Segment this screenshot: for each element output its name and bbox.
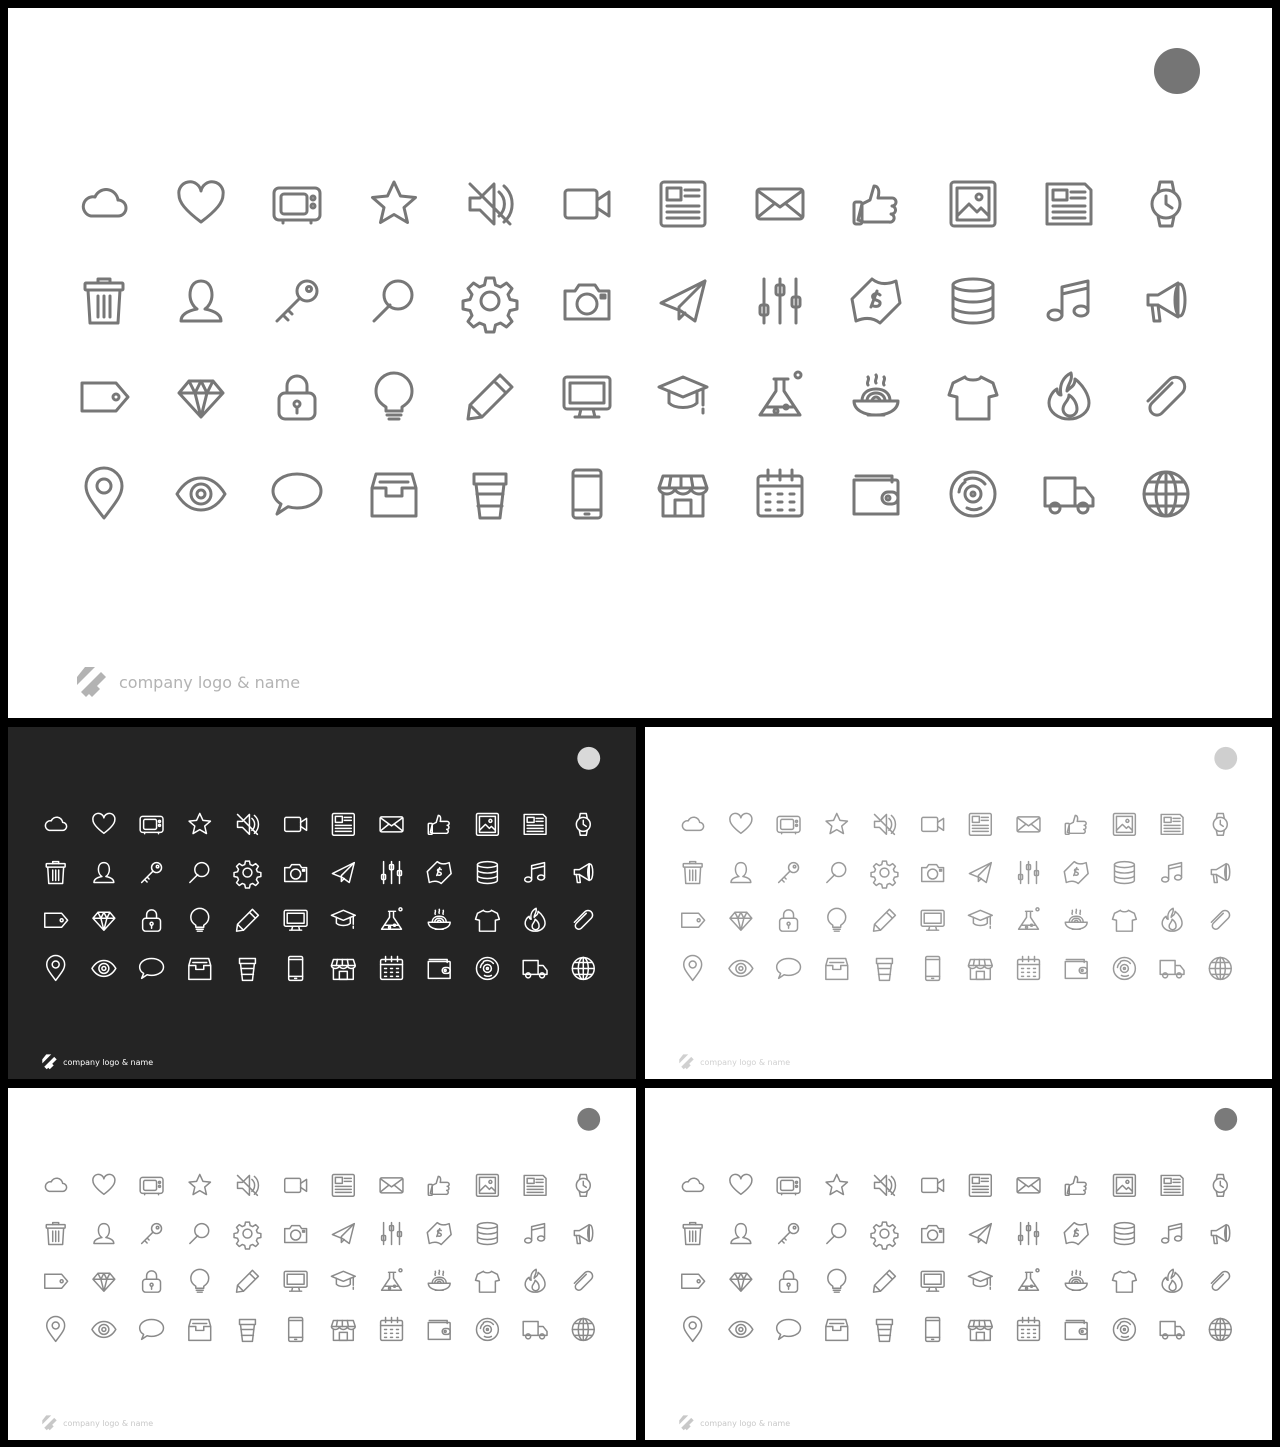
slide-dot-indicator	[1214, 1108, 1237, 1131]
trash-icon	[679, 1219, 707, 1247]
delivery-truck-icon	[1158, 1315, 1186, 1343]
pencil-icon	[871, 1267, 899, 1295]
footer-brand	[677, 1414, 790, 1432]
camera-icon	[281, 858, 309, 886]
key-icon	[138, 858, 166, 886]
stacked-stripes-logo-icon	[73, 664, 109, 700]
slide-preview-light-medium-2[interactable]	[645, 1088, 1272, 1440]
globe-icon	[1206, 1315, 1234, 1343]
star-icon	[823, 810, 851, 838]
mute-speaker-icon	[234, 1171, 262, 1199]
lock-icon	[138, 1267, 166, 1295]
diamond-icon	[727, 906, 755, 934]
user-icon	[727, 1219, 755, 1247]
tv-icon	[138, 1171, 166, 1199]
envelope-icon	[377, 810, 405, 838]
picture-icon	[945, 176, 1001, 232]
coffee-cup-icon	[871, 954, 899, 982]
document-icon	[521, 810, 549, 838]
noodle-bowl-icon	[425, 906, 453, 934]
gear-icon	[871, 858, 899, 886]
user-icon	[173, 273, 229, 329]
monitor-icon	[281, 1267, 309, 1295]
sliders-icon	[377, 1219, 405, 1247]
newspaper-icon	[329, 1171, 357, 1199]
heart-icon	[727, 810, 755, 838]
wallet-icon	[1062, 954, 1090, 982]
database-icon	[945, 273, 1001, 329]
lightbulb-icon	[186, 1267, 214, 1295]
document-icon	[1158, 1171, 1186, 1199]
money-icon	[1062, 1219, 1090, 1247]
stacked-stripes-logo-icon	[40, 1414, 58, 1432]
footer-brand	[677, 1053, 790, 1071]
icon-grid	[42, 1171, 602, 1350]
database-icon	[1110, 1219, 1138, 1247]
tag-icon	[679, 1267, 707, 1295]
diamond-icon	[90, 1267, 118, 1295]
globe-icon	[1206, 954, 1234, 982]
coffee-cup-icon	[234, 1315, 262, 1343]
camera-icon	[918, 858, 946, 886]
tv-icon	[269, 176, 325, 232]
video-camera-icon	[918, 1171, 946, 1199]
picture-icon	[1110, 1171, 1138, 1199]
storefront-icon	[329, 1315, 357, 1343]
sliders-icon	[1014, 1219, 1042, 1247]
cloud-icon	[42, 1171, 70, 1199]
mute-speaker-icon	[462, 176, 518, 232]
key-icon	[138, 1219, 166, 1247]
database-icon	[1110, 858, 1138, 886]
pencil-icon	[871, 906, 899, 934]
newspaper-icon	[966, 1171, 994, 1199]
eye-icon	[173, 466, 229, 522]
storefront-icon	[655, 466, 711, 522]
paperclip-icon	[1206, 1267, 1234, 1295]
stacked-stripes-logo-icon	[40, 1053, 58, 1071]
speech-bubble-icon	[138, 1315, 166, 1343]
star-icon	[186, 1171, 214, 1199]
money-icon	[425, 858, 453, 886]
delivery-truck-icon	[1041, 466, 1097, 522]
star-icon	[366, 176, 422, 232]
thumbs-up-icon	[1062, 1171, 1090, 1199]
slide-preview-light-medium[interactable]	[8, 1088, 636, 1440]
megaphone-icon	[569, 1219, 597, 1247]
smartphone-icon	[918, 954, 946, 982]
key-icon	[269, 273, 325, 329]
slide-dot-indicator	[1214, 747, 1237, 770]
envelope-icon	[1014, 1171, 1042, 1199]
megaphone-icon	[569, 858, 597, 886]
wallet-icon	[1062, 1315, 1090, 1343]
newspaper-icon	[966, 810, 994, 838]
envelope-icon	[377, 1171, 405, 1199]
picture-icon	[473, 810, 501, 838]
noodle-bowl-icon	[1062, 906, 1090, 934]
money-icon	[1062, 858, 1090, 886]
storefront-icon	[966, 954, 994, 982]
noodle-bowl-icon	[425, 1267, 453, 1295]
flask-icon	[377, 906, 405, 934]
paper-plane-icon	[966, 858, 994, 886]
storefront-icon	[966, 1315, 994, 1343]
calendar-icon	[1014, 1315, 1042, 1343]
cloud-icon	[76, 176, 132, 232]
key-icon	[775, 1219, 803, 1247]
mute-speaker-icon	[871, 810, 899, 838]
music-note-icon	[1158, 858, 1186, 886]
speech-bubble-icon	[775, 1315, 803, 1343]
brand-text: company logo & name	[700, 1418, 791, 1428]
lightbulb-icon	[186, 906, 214, 934]
newspaper-icon	[655, 176, 711, 232]
vinyl-disc-icon	[1110, 954, 1138, 982]
watch-icon	[569, 1171, 597, 1199]
t-shirt-icon	[1110, 1267, 1138, 1295]
search-icon	[823, 858, 851, 886]
mute-speaker-icon	[234, 810, 262, 838]
music-note-icon	[521, 858, 549, 886]
paperclip-icon	[1138, 369, 1194, 425]
watch-icon	[1206, 810, 1234, 838]
t-shirt-icon	[1110, 906, 1138, 934]
document-icon	[521, 1171, 549, 1199]
inbox-tray-icon	[823, 954, 851, 982]
paper-plane-icon	[966, 1219, 994, 1247]
delivery-truck-icon	[521, 954, 549, 982]
paper-plane-icon	[329, 858, 357, 886]
icon-grid	[679, 810, 1239, 989]
video-camera-icon	[918, 810, 946, 838]
lightbulb-icon	[823, 906, 851, 934]
stacked-stripes-logo-icon	[677, 1053, 695, 1071]
inbox-tray-icon	[366, 466, 422, 522]
database-icon	[473, 858, 501, 886]
thumbs-up-icon	[425, 810, 453, 838]
thumbs-up-icon	[425, 1171, 453, 1199]
slide-dot-indicator	[577, 747, 600, 770]
star-icon	[186, 810, 214, 838]
search-icon	[823, 1219, 851, 1247]
coffee-cup-icon	[462, 466, 518, 522]
storefront-icon	[329, 954, 357, 982]
newspaper-icon	[329, 810, 357, 838]
icon-grid	[679, 1171, 1239, 1350]
slide-preview-main[interactable]	[8, 8, 1272, 718]
graduation-cap-icon	[329, 1267, 357, 1295]
camera-icon	[559, 273, 615, 329]
document-icon	[1041, 176, 1097, 232]
tag-icon	[42, 906, 70, 934]
search-icon	[186, 858, 214, 886]
cloud-icon	[679, 1171, 707, 1199]
lightbulb-icon	[823, 1267, 851, 1295]
calendar-icon	[377, 1315, 405, 1343]
graduation-cap-icon	[655, 369, 711, 425]
t-shirt-icon	[945, 369, 1001, 425]
noodle-bowl-icon	[848, 369, 904, 425]
lock-icon	[269, 369, 325, 425]
flask-icon	[752, 369, 808, 425]
gear-icon	[234, 1219, 262, 1247]
pencil-icon	[234, 1267, 262, 1295]
database-icon	[473, 1219, 501, 1247]
map-pin-icon	[679, 954, 707, 982]
calendar-icon	[377, 954, 405, 982]
diamond-icon	[727, 1267, 755, 1295]
trash-icon	[42, 858, 70, 886]
paperclip-icon	[569, 906, 597, 934]
globe-icon	[569, 954, 597, 982]
paperclip-icon	[1206, 906, 1234, 934]
video-camera-icon	[281, 810, 309, 838]
money-icon	[425, 1219, 453, 1247]
stacked-stripes-logo-icon	[677, 1414, 695, 1432]
mute-speaker-icon	[871, 1171, 899, 1199]
slide-dot-indicator	[1154, 48, 1200, 94]
graduation-cap-icon	[329, 906, 357, 934]
user-icon	[90, 1219, 118, 1247]
star-icon	[823, 1171, 851, 1199]
monitor-icon	[559, 369, 615, 425]
pencil-icon	[234, 906, 262, 934]
picture-icon	[473, 1171, 501, 1199]
map-pin-icon	[679, 1315, 707, 1343]
wallet-icon	[425, 1315, 453, 1343]
coffee-cup-icon	[234, 954, 262, 982]
music-note-icon	[521, 1219, 549, 1247]
gear-icon	[462, 273, 518, 329]
slide-preview-dark[interactable]	[8, 727, 636, 1079]
fire-icon	[521, 1267, 549, 1295]
eye-icon	[90, 954, 118, 982]
monitor-icon	[918, 906, 946, 934]
music-note-icon	[1158, 1219, 1186, 1247]
footer-brand	[40, 1053, 153, 1071]
thumbs-up-icon	[1062, 810, 1090, 838]
calendar-icon	[1014, 954, 1042, 982]
fire-icon	[1158, 1267, 1186, 1295]
inbox-tray-icon	[823, 1315, 851, 1343]
video-camera-icon	[559, 176, 615, 232]
globe-icon	[569, 1315, 597, 1343]
vinyl-disc-icon	[1110, 1315, 1138, 1343]
flask-icon	[1014, 906, 1042, 934]
inbox-tray-icon	[186, 954, 214, 982]
eye-icon	[727, 954, 755, 982]
video-camera-icon	[281, 1171, 309, 1199]
key-icon	[775, 858, 803, 886]
heart-icon	[173, 176, 229, 232]
eye-icon	[90, 1315, 118, 1343]
brand-text: company logo & name	[63, 1057, 154, 1067]
graduation-cap-icon	[966, 1267, 994, 1295]
lightbulb-icon	[366, 369, 422, 425]
paper-plane-icon	[655, 273, 711, 329]
search-icon	[186, 1219, 214, 1247]
trash-icon	[679, 858, 707, 886]
tv-icon	[775, 1171, 803, 1199]
watch-icon	[569, 810, 597, 838]
search-icon	[366, 273, 422, 329]
gear-icon	[871, 1219, 899, 1247]
watch-icon	[1206, 1171, 1234, 1199]
cloud-icon	[42, 810, 70, 838]
envelope-icon	[752, 176, 808, 232]
lock-icon	[775, 906, 803, 934]
vinyl-disc-icon	[945, 466, 1001, 522]
user-icon	[90, 858, 118, 886]
slide-preview-light-grey[interactable]	[645, 727, 1272, 1079]
t-shirt-icon	[473, 906, 501, 934]
monitor-icon	[918, 1267, 946, 1295]
heart-icon	[90, 810, 118, 838]
icon-grid	[76, 176, 1204, 536]
vinyl-disc-icon	[473, 954, 501, 982]
document-icon	[1158, 810, 1186, 838]
delivery-truck-icon	[1158, 954, 1186, 982]
brand-text: company logo & name	[63, 1418, 154, 1428]
watch-icon	[1138, 176, 1194, 232]
smartphone-icon	[281, 1315, 309, 1343]
money-icon	[848, 273, 904, 329]
trash-icon	[76, 273, 132, 329]
sliders-icon	[1014, 858, 1042, 886]
megaphone-icon	[1206, 858, 1234, 886]
speech-bubble-icon	[138, 954, 166, 982]
cloud-icon	[679, 810, 707, 838]
megaphone-icon	[1138, 273, 1194, 329]
pencil-icon	[462, 369, 518, 425]
map-pin-icon	[76, 466, 132, 522]
sliders-icon	[377, 858, 405, 886]
vinyl-disc-icon	[473, 1315, 501, 1343]
monitor-icon	[281, 906, 309, 934]
footer-brand	[73, 664, 300, 700]
thumbs-up-icon	[848, 176, 904, 232]
inbox-tray-icon	[186, 1315, 214, 1343]
diamond-icon	[90, 906, 118, 934]
trash-icon	[42, 1219, 70, 1247]
tag-icon	[76, 369, 132, 425]
paper-plane-icon	[329, 1219, 357, 1247]
heart-icon	[727, 1171, 755, 1199]
t-shirt-icon	[473, 1267, 501, 1295]
calendar-icon	[752, 466, 808, 522]
coffee-cup-icon	[871, 1315, 899, 1343]
brand-text: company logo & name	[119, 672, 301, 692]
heart-icon	[90, 1171, 118, 1199]
eye-icon	[727, 1315, 755, 1343]
graduation-cap-icon	[966, 906, 994, 934]
flask-icon	[1014, 1267, 1042, 1295]
speech-bubble-icon	[775, 954, 803, 982]
wallet-icon	[425, 954, 453, 982]
paperclip-icon	[569, 1267, 597, 1295]
tag-icon	[42, 1267, 70, 1295]
fire-icon	[521, 906, 549, 934]
icon-grid	[42, 810, 602, 989]
slide-dot-indicator	[577, 1108, 600, 1131]
globe-icon	[1138, 466, 1194, 522]
tv-icon	[138, 810, 166, 838]
wallet-icon	[848, 466, 904, 522]
megaphone-icon	[1206, 1219, 1234, 1247]
delivery-truck-icon	[521, 1315, 549, 1343]
user-icon	[727, 858, 755, 886]
noodle-bowl-icon	[1062, 1267, 1090, 1295]
lock-icon	[775, 1267, 803, 1295]
smartphone-icon	[559, 466, 615, 522]
envelope-icon	[1014, 810, 1042, 838]
camera-icon	[281, 1219, 309, 1247]
camera-icon	[918, 1219, 946, 1247]
tv-icon	[775, 810, 803, 838]
tag-icon	[679, 906, 707, 934]
picture-icon	[1110, 810, 1138, 838]
diamond-icon	[173, 369, 229, 425]
gear-icon	[234, 858, 262, 886]
speech-bubble-icon	[269, 466, 325, 522]
map-pin-icon	[42, 1315, 70, 1343]
lock-icon	[138, 906, 166, 934]
sliders-icon	[752, 273, 808, 329]
music-note-icon	[1041, 273, 1097, 329]
map-pin-icon	[42, 954, 70, 982]
footer-brand	[40, 1414, 153, 1432]
smartphone-icon	[281, 954, 309, 982]
smartphone-icon	[918, 1315, 946, 1343]
brand-text: company logo & name	[700, 1057, 791, 1067]
fire-icon	[1041, 369, 1097, 425]
flask-icon	[377, 1267, 405, 1295]
fire-icon	[1158, 906, 1186, 934]
